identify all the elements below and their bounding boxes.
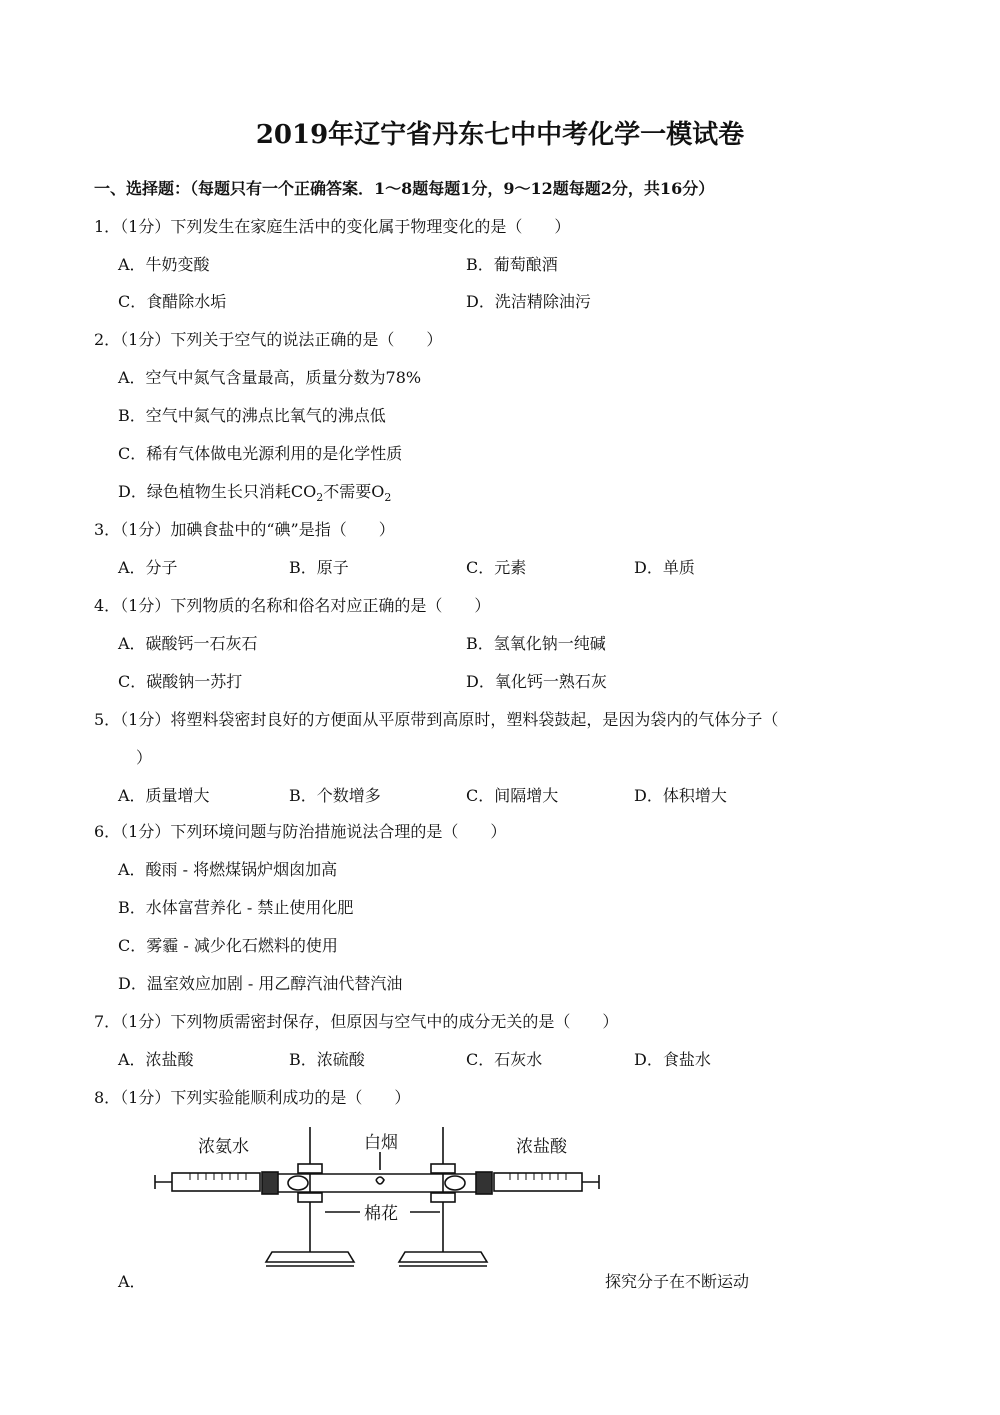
apparatus-figure [150, 1122, 610, 1272]
o2-subscript: 2 [384, 491, 392, 505]
question-8-option-a-label: A． [118, 1272, 146, 1291]
question-1-option-b: B．葡萄酿酒 [466, 255, 558, 274]
question-3-option-b: B．原子 [289, 558, 349, 577]
question-7-option-b: B．浓硫酸 [289, 1050, 365, 1069]
question-6-option-d: D．温室效应加剧 - 用乙醇汽油代替汽油 [118, 974, 403, 993]
question-2-option-d [118, 482, 391, 508]
question-4-option-a: A．碳酸钙一石灰石 [118, 634, 258, 653]
section-heading: 一、选择题：（每题只有一个正确答案．1～8题每题1分，9～12题每题2分，共16分） [94, 179, 715, 198]
co2-subscript: 2 [316, 491, 324, 505]
question-2-option-c: C．稀有气体做电光源利用的是化学性质 [118, 444, 403, 463]
question-3-stem: 3．（1分）加碘食盐中的“碘”是指（ ） [94, 520, 395, 539]
question-4-option-b: B．氢氧化钠一纯碱 [466, 634, 606, 653]
question-5-stem: 5．（1分）将塑料袋密封良好的方便面从平原带到高原时，塑料袋鼓起，是因为袋内的气体分子（ [94, 710, 779, 729]
question-6-option-b: B．水体富营养化 - 禁止使用化肥 [118, 898, 354, 917]
question-1-option-d: D．洗洁精除油污 [466, 292, 591, 311]
question-3-option-a: A．分子 [118, 558, 178, 577]
figure-label-ammonia: 浓氨水 [198, 1137, 249, 1157]
question-2-option-b: B．空气中氮气的沸点比氧气的沸点低 [118, 406, 386, 425]
option-d-text-1: D．绿色植物生长只消耗CO [118, 482, 317, 501]
exam-title: 2019年辽宁省丹东七中中考化学一模试卷 [255, 120, 745, 150]
question-5-option-a: A．质量增大 [118, 786, 210, 805]
figure-label-cotton: 棉花 [364, 1204, 398, 1224]
question-5-stem-continued: ） [136, 748, 153, 767]
question-6-option-a: A．酸雨 - 将燃煤锅炉烟囱加高 [118, 860, 338, 879]
question-3-option-c: C．元素 [466, 558, 527, 577]
question-1-option-a: A．牛奶变酸 [118, 255, 210, 274]
question-2-stem: 2．（1分）下列关于空气的说法正确的是（ ） [94, 330, 443, 349]
question-7-stem: 7．（1分）下列物质需密封保存，但原因与空气中的成分无关的是（ ） [94, 1012, 619, 1031]
question-4-option-c: C．碳酸钠一苏打 [118, 672, 243, 691]
question-7-option-c: C．石灰水 [466, 1050, 543, 1069]
question-8-option-a-caption: 探究分子在不断运动 [605, 1272, 750, 1291]
question-4-stem: 4．（1分）下列物质的名称和俗名对应正确的是（ ） [94, 596, 491, 615]
question-5-option-c: C．间隔增大 [466, 786, 559, 805]
question-3-option-d: D．单质 [634, 558, 695, 577]
question-7-option-d: D．食盐水 [634, 1050, 711, 1069]
question-4-option-d: D．氧化钙一熟石灰 [466, 672, 607, 691]
question-5-option-b: B．个数增多 [289, 786, 381, 805]
question-1-stem: 1．（1分）下列发生在家庭生活中的变化属于物理变化的是（ ） [94, 217, 571, 236]
figure-label-smoke: 白烟 [364, 1133, 398, 1153]
option-d-text-2: 不需要O [323, 482, 385, 501]
question-8-stem: 8．（1分）下列实验能顺利成功的是（ ） [94, 1088, 411, 1107]
question-7-option-a: A．浓盐酸 [118, 1050, 194, 1069]
question-2-option-a: A．空气中氮气含量最高，质量分数为78% [118, 368, 422, 387]
question-5-option-d: D．体积增大 [634, 786, 727, 805]
question-1-option-c: C．食醋除水垢 [118, 292, 227, 311]
question-6-stem: 6．（1分）下列环境问题与防治措施说法合理的是（ ） [94, 822, 507, 841]
figure-label-hcl: 浓盐酸 [516, 1137, 567, 1157]
question-6-option-c: C．雾霾 - 减少化石燃料的使用 [118, 936, 338, 955]
